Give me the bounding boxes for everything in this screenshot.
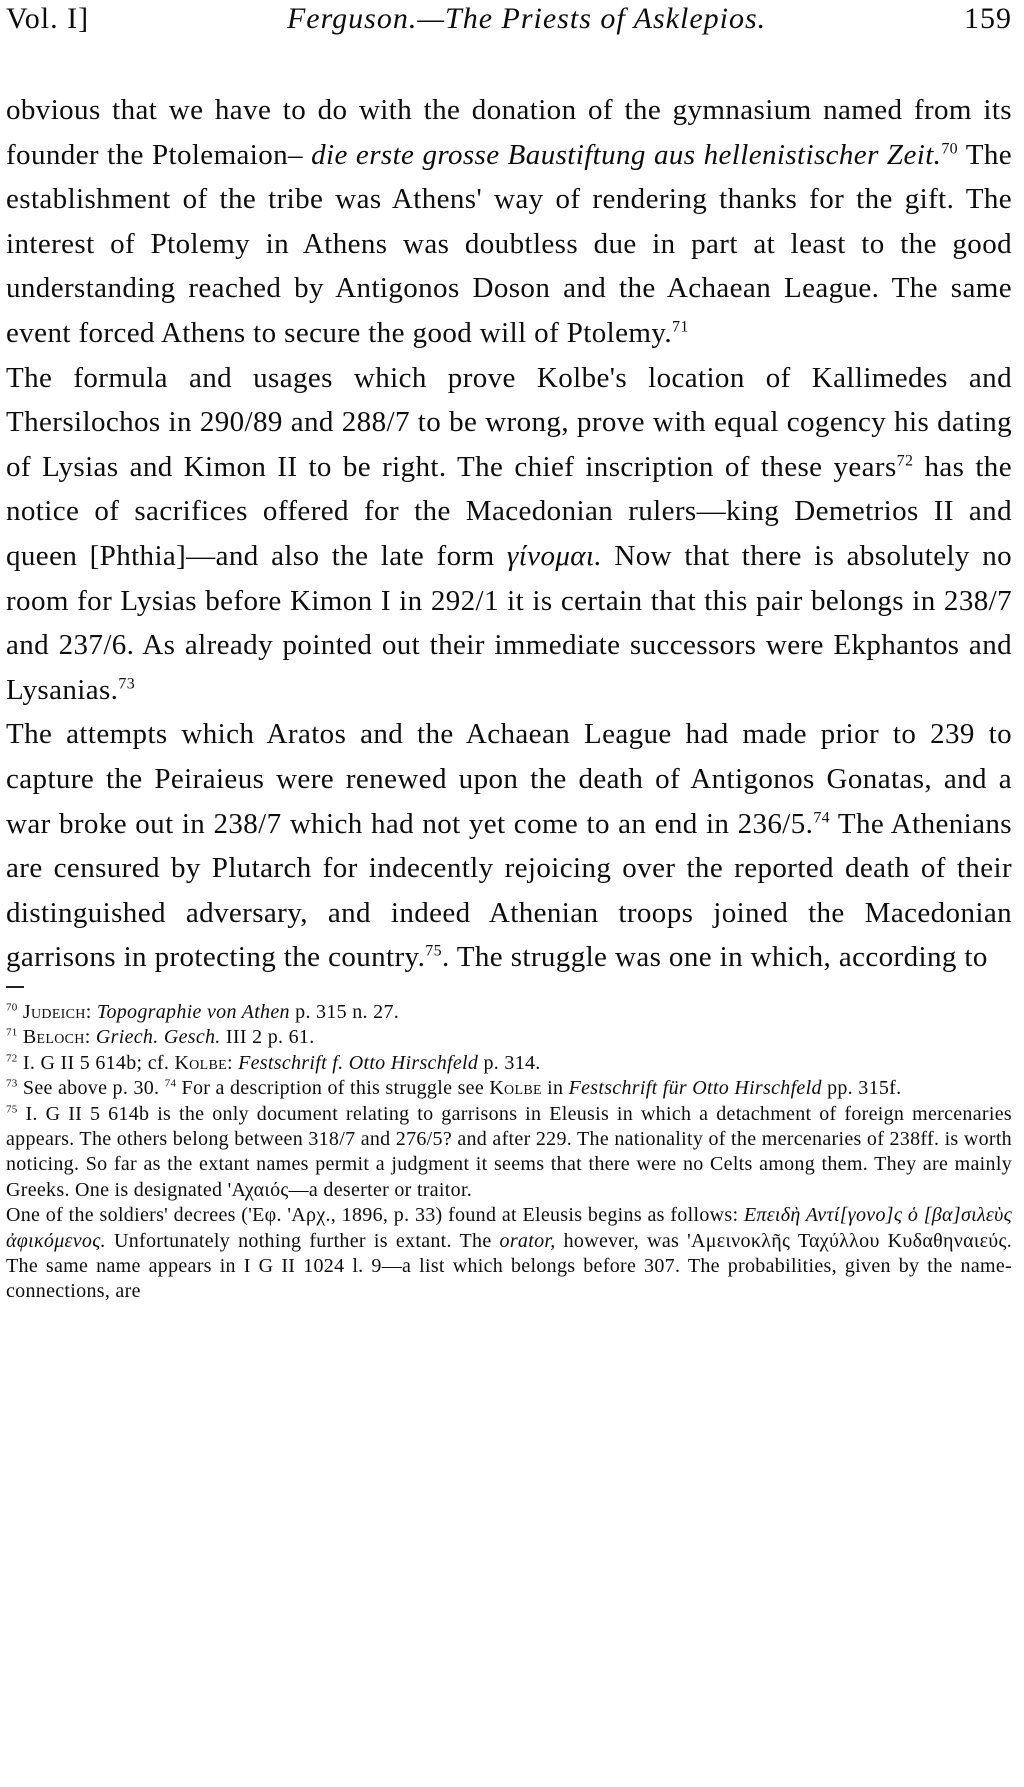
running-title: Ferguson.—The Priests of Asklepios. xyxy=(286,2,767,35)
text-run: however, was 'Αμεινοκλῆς Ταχύλλου Κυδαθηναιεύς. The same name appears in I G II 1024 l. 9—a list which belongs before 307. The probabilities, given by the name-connections, are xyxy=(6,1229,1012,1303)
footnote xyxy=(6,1000,1012,1025)
text-run: Kolbe xyxy=(489,1077,542,1100)
text-run: I. G II 5 614b; cf. xyxy=(17,1051,175,1074)
footnote-rule xyxy=(6,986,24,988)
paragraph xyxy=(6,88,1012,356)
text-run: . The struggle was one in which, according to xyxy=(441,941,988,974)
footnote-reference: 73 xyxy=(6,1077,18,1090)
text-run: I. G II 5 614b is the only document relating to garrisons in Eleusis in which a detachment of foreign mercenaries appears. The others belong between 318/7 and 276/5? and after 229. The nationality of the mercenaries of 238ff. is worth noticing. So far as the extant names permit a judgment it seems that there were no Celts among them. They are mainly Greeks. One is designated 'Αχαιός—a deserter or traitor. xyxy=(6,1102,1012,1201)
footnote-reference: 72 xyxy=(896,452,914,470)
footnote-reference: 73 xyxy=(118,675,136,693)
footnote-reference: 75 xyxy=(425,942,442,960)
footnotes xyxy=(6,1000,1012,1305)
text-run: One of the soldiers' decrees ('Eφ. 'Aρχ., 1896, p. 33) found at Eleusis begins as follows: xyxy=(6,1204,744,1227)
text-run: The establishment of the tribe was Athens' way of rendering thanks for the gift. The interest of Ptolemy in Athens was doubtless due in part at least to the good understanding reached by Antigonos Doson and the Achaean League. The same event forced Athens to secure the good will of Ptolemy. xyxy=(6,138,1012,349)
footnote xyxy=(6,1102,1012,1204)
text-run: : xyxy=(85,1000,97,1023)
volume-label: Vol. I] xyxy=(6,2,90,35)
text-run: Kolbe xyxy=(174,1051,227,1074)
footnote xyxy=(6,1025,1012,1050)
footnote xyxy=(6,1076,1012,1101)
footnote-reference: 70 xyxy=(941,139,959,157)
text-run: Judeich xyxy=(17,1000,86,1023)
running-head xyxy=(6,2,1012,42)
text-run: : xyxy=(84,1026,96,1049)
text-run: : xyxy=(226,1051,239,1074)
text-run: Now that there is absolutely no room for Lysias before Kimon I in 292/1 it is certain that this pair belongs in 238/7 and 237/6. As already pointed out their immediate successors were Ekphantos and Lysanias. xyxy=(6,539,1012,706)
text-run: See above p. 30. xyxy=(17,1077,165,1100)
paragraph xyxy=(6,356,1012,713)
footnote-reference: 71 xyxy=(6,1026,18,1039)
footnote-reference: 72 xyxy=(6,1052,18,1065)
text-run: The formula and usages which prove Kolbe's location of Kallimedes and Thersilochos in 290/89 and 288/7 to be wrong, prove with equal cogency his dating of Lysias and Kimon II to be right. The chief inscription of these years xyxy=(6,361,1012,483)
text-run: Festschrift für Otto Hirschfeld xyxy=(568,1077,822,1100)
text-run: pp. 315f. xyxy=(821,1077,902,1100)
text-run: Επειδὴ Αντί[γονο]ς ὁ [βα]σιλεὺς ἀφικόμενος. xyxy=(6,1204,1012,1252)
text-run: Festschrift f. Otto Hirschfeld xyxy=(238,1051,479,1074)
text-run: For a description of this struggle see xyxy=(176,1077,490,1100)
text-run: obvious that we have to do with the donation of the gymnasium named from its founder the Ptolemaion– xyxy=(6,94,1012,171)
text-run: Griech. Gesch. xyxy=(95,1026,221,1049)
footnote-reference: 74 xyxy=(164,1077,177,1090)
text-run: in xyxy=(541,1077,569,1100)
text-run: Topographie von Athen xyxy=(96,1000,290,1023)
footnote-reference: 75 xyxy=(6,1102,18,1115)
text-run: Beloch xyxy=(17,1026,85,1049)
footnote xyxy=(6,1051,1012,1076)
page-number: 159 xyxy=(964,2,1012,35)
text-run: The Athenians are censured by Plutarch for indecently rejoicing over the reported death of their distinguished adversary, and indeed Athenian troops joined the Macedonian garrisons in protecting the country. xyxy=(6,807,1012,974)
text-run: γίνομαι. xyxy=(506,539,603,572)
footnote xyxy=(6,1203,1012,1305)
text-run: Unfortunately nothing further is extant. The xyxy=(105,1229,500,1252)
text-run: p. 315 n. 27. xyxy=(289,1000,400,1023)
paragraph xyxy=(6,712,1012,980)
footnote-reference: 70 xyxy=(6,1001,18,1014)
footnote-reference: 71 xyxy=(672,318,689,336)
text-run: die erste grosse Baustiftung aus hellenistischer Zeit. xyxy=(311,138,942,171)
text-run: has the notice of sacrifices offered for the Macedonian rulers—king Demetrios II and queen [Phthia]—and also the late form xyxy=(6,450,1012,572)
main-text xyxy=(6,88,1012,980)
text-run: The attempts which Aratos and the Achaean League had made prior to 239 to capture the Peiraieus were renewed upon the death of Antigonos Gonatas, and a war broke out in 238/7 which had not yet come to an end in 236/5. xyxy=(6,718,1012,840)
text-run: p. 314. xyxy=(478,1051,541,1074)
text-run: orator, xyxy=(499,1229,556,1252)
footnote-reference: 74 xyxy=(813,808,831,826)
text-run: III 2 p. 61. xyxy=(220,1026,315,1049)
